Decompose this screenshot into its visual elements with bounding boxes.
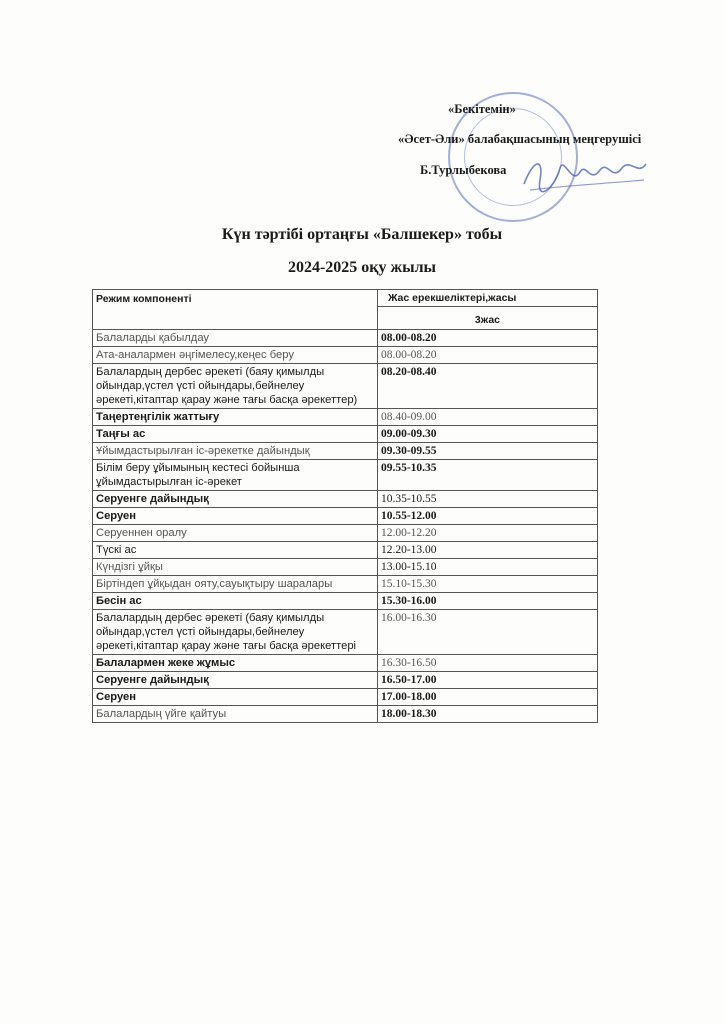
table-row — [93, 559, 598, 576]
table-row — [93, 576, 598, 593]
activity-cell: Бесін ас — [93, 593, 378, 610]
column-header-component: Режим компоненті — [93, 290, 378, 330]
table-row — [93, 491, 598, 508]
table-row — [93, 460, 598, 491]
approval-name: Б.Турлыбекова — [420, 163, 507, 177]
table-row — [93, 672, 598, 689]
time-cell: 08.40-09.00 — [377, 409, 597, 426]
time-cell: 15.30-16.00 — [377, 593, 597, 610]
activity-cell: Таңертеңгілік жаттығу — [93, 409, 378, 426]
table-row — [93, 364, 598, 409]
activity-cell: Балаларды қабылдау — [93, 330, 378, 347]
activity-cell: Серуенге дайындық — [93, 491, 378, 508]
activity-cell: Таңғы ас — [93, 426, 378, 443]
time-cell: 12.00-12.20 — [377, 525, 597, 542]
table-row — [93, 525, 598, 542]
age-label: 3жас — [377, 307, 597, 330]
activity-cell: Балалардың үйге қайтуы — [93, 706, 378, 723]
activity-cell: Білім беру ұйымының кестесі бойынша ұйымдастырылған іс-әрекет — [93, 460, 378, 491]
activity-cell: Балалармен жеке жұмыс — [93, 655, 378, 672]
time-cell: 10.35-10.55 — [377, 491, 597, 508]
activity-cell: Ата-аналармен әңгімелесу,кеңес беру — [93, 347, 378, 364]
time-cell: 16.50-17.00 — [377, 672, 597, 689]
approval-line: «Бекітемін» — [448, 102, 516, 116]
handwritten-signature — [520, 150, 650, 200]
time-cell: 17.00-18.00 — [377, 689, 597, 706]
column-header-age-features: Жас ерекшеліктері,жасы — [377, 290, 597, 307]
activity-cell: Серуен — [93, 508, 378, 525]
table-header-row — [93, 290, 598, 307]
academic-year: 2024-2025 оқу жылы — [287, 259, 437, 276]
table-row — [93, 508, 598, 525]
table-row — [93, 443, 598, 460]
time-cell: 09.30-09.55 — [377, 443, 597, 460]
page-title: Күн тәртібі ортаңғы «Балшекер» тобы — [221, 226, 503, 243]
activity-cell: Серуенге дайындық — [93, 672, 378, 689]
activity-cell: Біртіндеп ұйқыдан ояту,сауықтыру шаралары — [93, 576, 378, 593]
time-cell: 09.55-10.35 — [377, 460, 597, 491]
table-row — [93, 655, 598, 672]
time-cell: 10.55-12.00 — [377, 508, 597, 525]
table-row — [93, 409, 598, 426]
table-row — [93, 706, 598, 723]
time-cell: 13.00-15.10 — [377, 559, 597, 576]
activity-cell: Серуен — [93, 689, 378, 706]
table-row — [93, 610, 598, 655]
activity-cell: Балалардың дербес әрекеті (баяу қимылды ойындар,үстел үсті ойындары,бейнелеу әрекеті,кітаптар қарау және тағы басқа әрекеттер) — [93, 364, 378, 409]
time-cell: 09.00-09.30 — [377, 426, 597, 443]
time-cell: 08.20-08.40 — [377, 364, 597, 409]
time-cell: 12.20-13.00 — [377, 542, 597, 559]
approval-position: «Әсет-Әли» балабақшасының меңгерушісі — [398, 132, 642, 146]
table-row — [93, 426, 598, 443]
table-row — [93, 330, 598, 347]
time-cell: 16.00-16.30 — [377, 610, 597, 655]
activity-cell: Ұйымдастырылған іс-әрекетке дайындық — [93, 443, 378, 460]
time-cell: 08.00-08.20 — [377, 330, 597, 347]
schedule-table — [92, 289, 598, 723]
activity-cell: Серуеннен оралу — [93, 525, 378, 542]
table-row — [93, 593, 598, 610]
table-row — [93, 689, 598, 706]
time-cell: 18.00-18.30 — [377, 706, 597, 723]
time-cell: 15.10-15.30 — [377, 576, 597, 593]
activity-cell: Түскі ас — [93, 542, 378, 559]
time-cell: 16.30-16.50 — [377, 655, 597, 672]
activity-cell: Күндізгі ұйқы — [93, 559, 378, 576]
table-row — [93, 347, 598, 364]
table-row — [93, 542, 598, 559]
activity-cell: Балалардың дербес әрекеті (баяу қимылды ойындар,үстел үсті ойындары,бейнелеу әрекеті,кітаптар қарау және тағы басқа әрекеттері — [93, 610, 378, 655]
time-cell: 08.00-08.20 — [377, 347, 597, 364]
